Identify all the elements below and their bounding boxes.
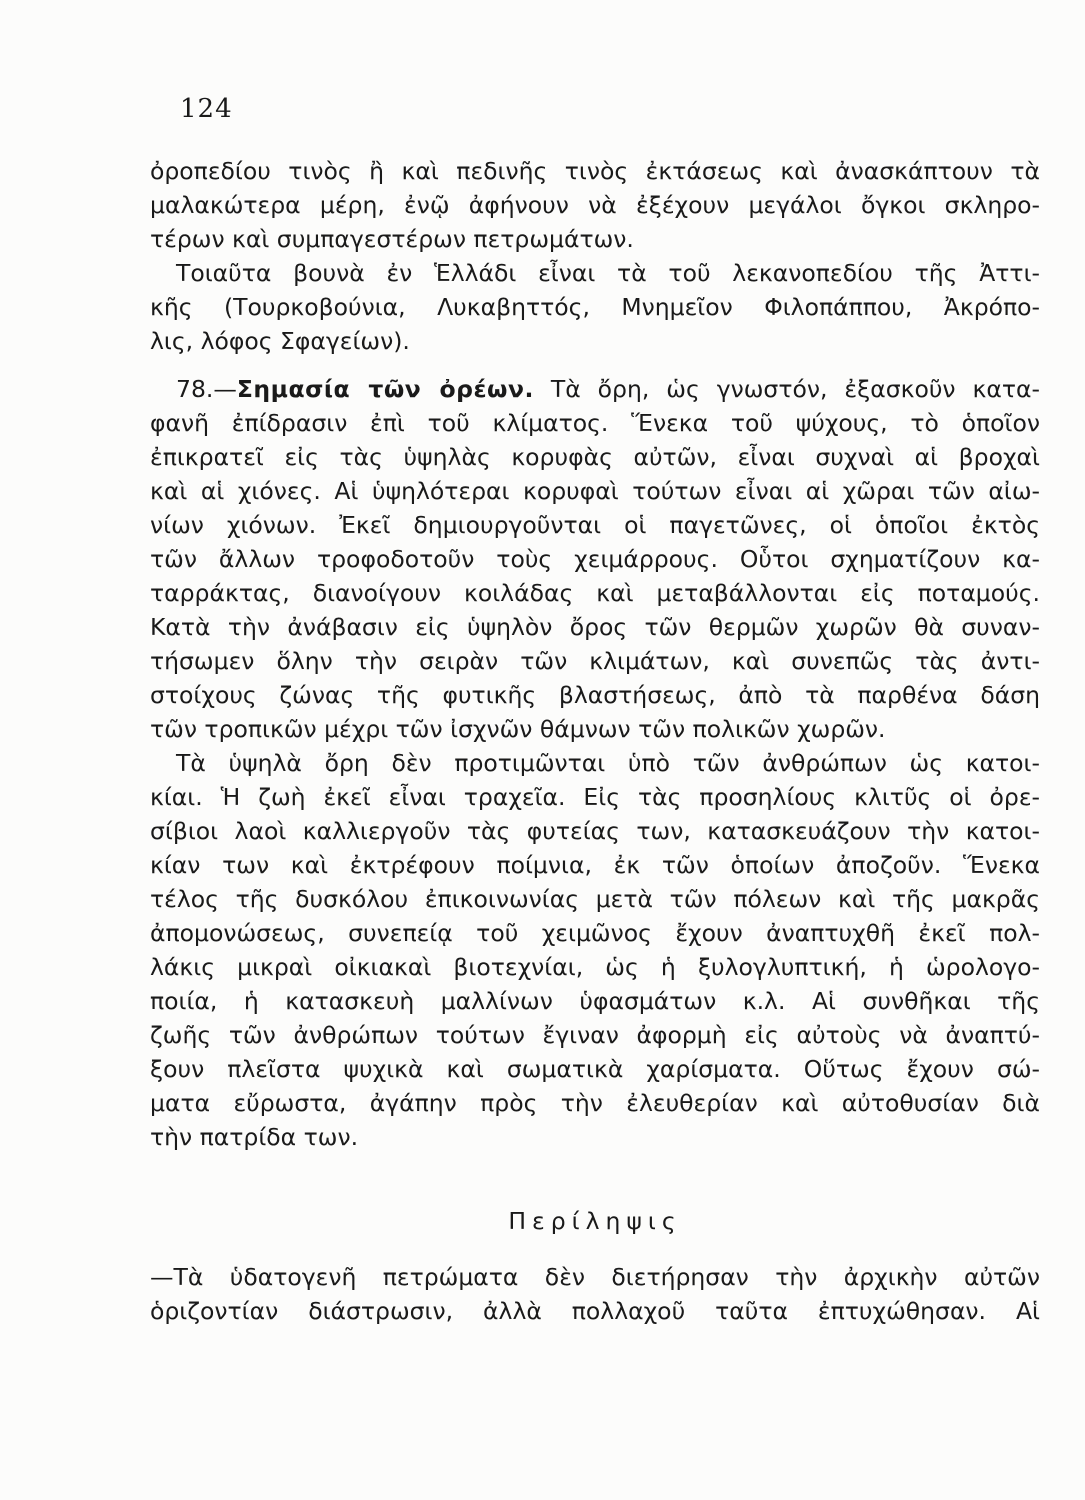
section-gap <box>150 1154 1040 1204</box>
text-line: Τοιαῦτα βουνὰ ἐν Ἑλλάδι εἶναι τὰ τοῦ λεκανοπεδίου τῆς Ἀττι- <box>176 259 1040 287</box>
section-title: Σημασία τῶν ὀρέων. <box>236 375 534 403</box>
text-line: καὶ αἱ χιόνες. Αἱ ὑψηλότεραι κορυφαὶ τούτων εἶναι αἱ χῶραι τῶν αἰω- <box>150 477 1040 505</box>
text-line: ταρράκτας, διανοίγουν κοιλάδας καὶ μεταβάλλονται εἰς ποταμούς. <box>150 579 1040 607</box>
text-line: Τὰ ὑψηλὰ ὄρη δὲν προτιμῶνται ὑπὸ τῶν ἀνθρώπων ὡς κατοι- <box>176 749 1040 777</box>
text-line: κίαν των καὶ ἐκτρέφουν ποίμνια, ἐκ τῶν ὁποίων ἀποζοῦν. Ἕνεκα <box>150 851 1040 879</box>
text-line: τέλος τῆς δυσκόλου ἐπικοινωνίας μετὰ τῶν πόλεων καὶ τῆς μακρᾶς <box>150 885 1040 913</box>
text-line: λάκις μικραὶ οἰκιακαὶ βιοτεχνίαι, ὡς ἡ ξυλογλυπτική, ἡ ὡρολογο- <box>150 953 1040 981</box>
text-line: ἐπικρατεῖ εἰς τὰς ὑψηλὰς κορυφὰς αὐτῶν, εἶναι συχναὶ αἱ βροχαὶ <box>150 443 1040 471</box>
text-line: τῶν τροπικῶν μέχρι τῶν ἰσχνῶν θάμνων τῶν πολικῶν χωρῶν. <box>150 715 886 743</box>
heading-gap <box>150 1238 1040 1260</box>
section-number: 78.— <box>176 375 237 403</box>
text-line: φανῆ ἐπίδρασιν ἐπὶ τοῦ κλίματος. Ἕνεκα τοῦ ψύχους, τὸ ὁποῖον <box>150 409 1040 437</box>
section-heading-line <box>150 372 1040 406</box>
text-line: ξουν πλεῖστα ψυχικὰ καὶ σωματικὰ χαρίσματα. Οὕτως ἔχουν σώ- <box>150 1055 1040 1083</box>
text-line: λις, λόφος Σφαγείων). <box>150 327 410 355</box>
text-line: τὴν πατρίδα των. <box>150 1123 359 1151</box>
text-line: μαλακώτερα μέρη, ἐνῷ ἀφήνουν νὰ ἐξέχουν μεγάλοι ὄγκοι σκληρο- <box>150 191 1040 219</box>
summary-line: —Τὰ ὑδατογενῆ πετρώματα δὲν διετήρησαν τὴν ἀρχικὴν αὐτῶν <box>150 1263 1040 1291</box>
section-first-line-text: Τὰ ὄρη, ὡς γνωστόν, ἐξασκοῦν κατα- <box>533 375 1040 403</box>
text-line: ὀροπεδίου τινὸς ἢ καὶ πεδινῆς τινὸς ἐκτάσεως καὶ ἀνασκάπτουν τὰ <box>150 157 1040 185</box>
text-line: ἀπομονώσεως, συνεπείᾳ τοῦ χειμῶνος ἔχουν ἀναπτυχθῆ ἐκεῖ πολ- <box>150 919 1040 947</box>
text-line: ματα εὔρωστα, ἀγάπην πρὸς τὴν ἐλευθερίαν καὶ αὐτοθυσίαν διὰ <box>150 1089 1040 1117</box>
text-line: στοίχους ζώνας τῆς φυτικῆς βλαστήσεως, ἀπὸ τὰ παρθένα δάση <box>150 681 1040 709</box>
summary-line: ὁριζοντίαν διάστρωσιν, ἀλλὰ πολλαχοῦ ταῦτα ἐπτυχώθησαν. Αἱ <box>150 1297 1040 1325</box>
page-number: 124 <box>180 94 233 124</box>
text-line: τήσωμεν ὅλην τὴν σειρὰν τῶν κλιμάτων, καὶ συνεπῶς τὰς ἀντι- <box>150 647 1040 675</box>
text-line: ζωῆς τῶν ἀνθρώπων τούτων ἔγιναν ἀφορμὴ εἰς αὐτοὺς νὰ ἀναπτύ- <box>150 1021 1040 1049</box>
body-text <box>150 154 1040 1328</box>
text-line: νίων χιόνων. Ἐκεῖ δημιουργοῦνται οἱ παγετῶνες, οἱ ὁποῖοι ἐκτὸς <box>150 511 1040 539</box>
text-line: Κατὰ τὴν ἀνάβασιν εἰς ὑψηλὸν ὄρος τῶν θερμῶν χωρῶν θὰ συναν- <box>150 613 1040 641</box>
paragraph-gap <box>150 358 1040 372</box>
text-line: ποιία, ἡ κατασκευὴ μαλλίνων ὑφασμάτων κ.λ. Αἱ συνθῆκαι τῆς <box>150 987 1040 1015</box>
summary-heading: Περίληψις <box>508 1207 682 1235</box>
text-line: κῆς (Τουρκοβούνια, Λυκαβηττός, Μνημεῖον Φιλοπάππου, Ἀκρόπο- <box>150 293 1040 321</box>
text-line: κίαι. Ἡ ζωὴ ἐκεῖ εἶναι τραχεῖα. Εἰς τὰς προσηλίους κλιτῦς οἱ ὀρε- <box>150 783 1040 811</box>
text-line: σίβιοι λαοὶ καλλιεργοῦν τὰς φυτείας των, κατασκευάζουν τὴν κατοι- <box>150 817 1040 845</box>
text-line: τῶν ἄλλων τροφοδοτοῦν τοὺς χειμάρρους. Οὗτοι σχηματίζουν κα- <box>150 545 1040 573</box>
text-line: τέρων καὶ συμπαγεστέρων πετρωμάτων. <box>150 225 634 253</box>
